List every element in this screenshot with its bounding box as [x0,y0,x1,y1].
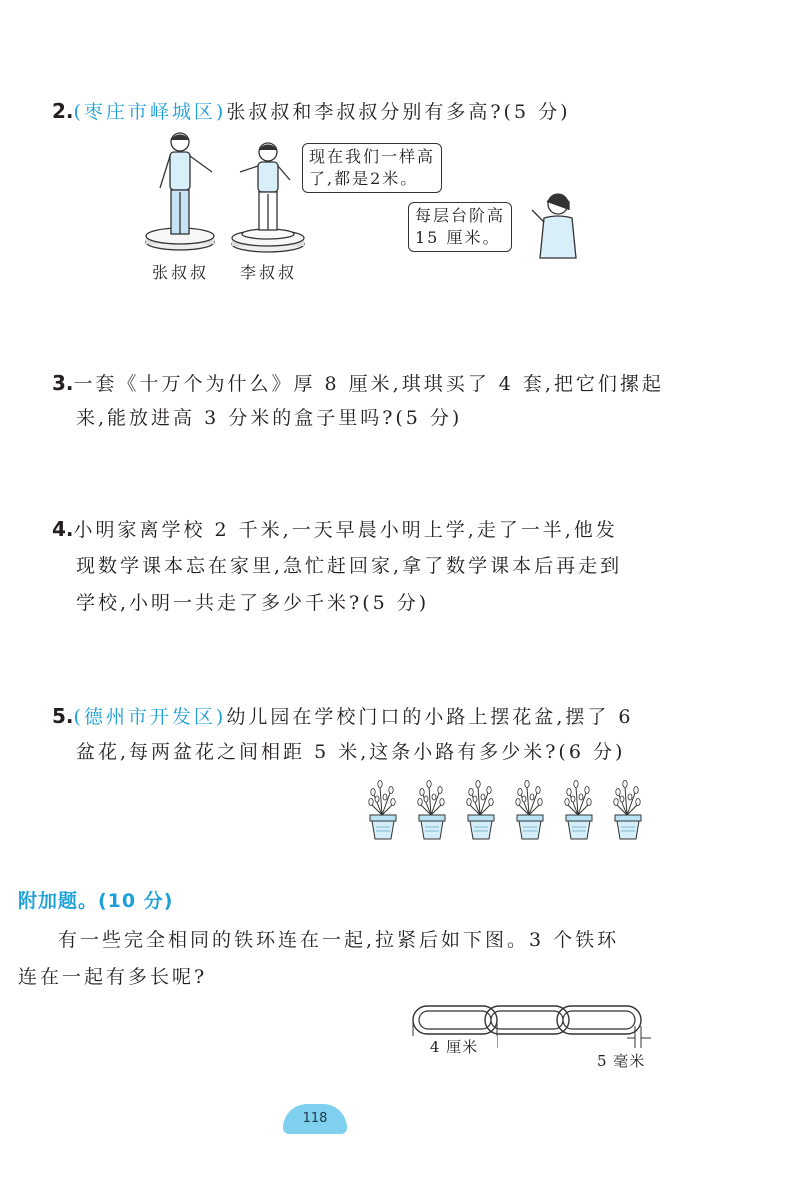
flower-pots [368,775,664,847]
question-number: 5. [52,704,74,728]
li-figure [232,143,304,252]
bubble-line: 每层台阶高 [415,206,506,225]
bubble-line: 15 厘米。 [415,228,501,247]
question-4 [52,516,618,543]
question-3-line2: 来,能放进高 3 分米的盒子里吗?(5 分) [76,407,463,429]
bonus-line1: 有一些完全相同的铁环连在一起,拉紧后如下图。3 个铁环 [58,929,620,951]
bonus-line2: 连在一起有多长呢? [18,966,208,988]
girl-figure [532,194,576,258]
bubble-line: 了,都是2米。 [309,169,419,188]
question-region: (德州市开发区) [73,706,227,728]
question-5 [52,703,634,730]
question-5-line2: 盆花,每两盆花之间相距 5 米,这条小路有多少米?(6 分) [76,741,626,763]
zhang-figure [146,133,214,250]
question-number: 2. [52,99,74,123]
label-li: 李叔叔 [240,263,298,282]
question-line: 一套《十万个为什么》厚 8 厘米,琪琪买了 4 套,把它们摞起 [73,373,664,395]
bubble-line: 现在我们一样高 [309,147,436,166]
dim-thickness-label: 5 毫米 [597,1052,646,1070]
question-3 [52,370,664,397]
question-4-line3: 学校,小明一共走了多少千米?(5 分) [76,592,430,614]
dim-length-text: 4 厘米 [429,1038,479,1056]
question-2 [52,98,570,125]
question-number: 3. [52,371,74,395]
bonus-title: 附加题。(10 分) [18,890,174,912]
question-line: 幼儿园在学校门口的小路上摆花盆,摆了 6 [226,706,634,728]
page-number: 118 [283,1104,347,1134]
question-region: (枣庄市峄城区) [73,101,227,123]
question-4-line2: 现数学课本忘在家里,急忙赶回家,拿了数学课本后再走到 [76,555,623,577]
speech-bubble-girl [408,202,512,252]
label-zhang: 张叔叔 [152,263,210,282]
question-line: 小明家离学校 2 千米,一天早晨小明上学,走了一半,他发 [73,519,618,541]
question-text: 张叔叔和李叔叔分别有多高?(5 分) [226,101,571,123]
speech-bubble-men [302,143,442,193]
dim-length-label [411,1036,497,1057]
question-number: 4. [52,517,74,541]
